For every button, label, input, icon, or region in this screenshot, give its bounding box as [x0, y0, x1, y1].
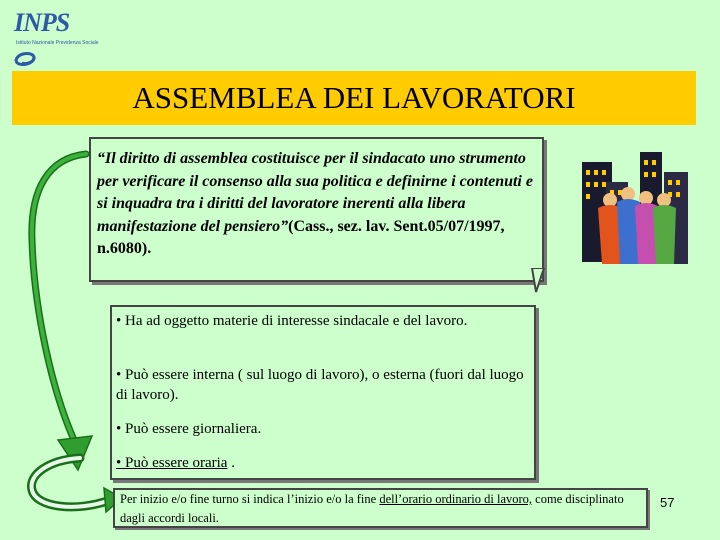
- quote-body: “Il diritto di assemblea costituisce per il sindacato uno strumento per verificare il consenso alla sua politica e definirne i contenuti e si inquadra tra i diritti del lavoratore inerenti alla libera manifestazione del pensiero”: [97, 150, 533, 235]
- note-part1: Per inizio e/o fine turno si indica l’inizio e/o la fine: [120, 492, 380, 506]
- list-item-period: .: [227, 455, 235, 471]
- list-item: • Può essere interna ( sul luogo di lavoro), o esterna (fuori dal luogo di lavoro).: [116, 367, 524, 403]
- list-item: • Può essere giornaliera.: [116, 421, 262, 437]
- logo-subtitle: Istituto Nazionale Previdenza Sociale: [16, 40, 99, 46]
- list-item: [116, 453, 530, 473]
- quote-text: [97, 148, 547, 261]
- page-title: ASSEMBLEA DEI LAVORATORI: [12, 71, 696, 125]
- note-part2: come disciplinato dagli accordi locali.: [120, 492, 624, 525]
- inps-logo: [12, 8, 102, 68]
- note-text: [120, 490, 650, 528]
- list-item: • Ha ad oggetto materie di interesse sindacale e del lavoro.: [116, 313, 468, 329]
- logo-text: INPS: [14, 8, 70, 37]
- page-number: 57: [660, 495, 675, 510]
- city-people-clipart-icon: [580, 142, 692, 270]
- quote-citation: (Cass., sez. lav. Sent.05/07/1997, n.6080).: [97, 217, 505, 257]
- list-item-oraria: • Può essere oraria: [116, 455, 228, 471]
- note-underlined: dell’orario ordinario di lavoro,: [379, 492, 533, 506]
- speech-tail: [530, 268, 552, 296]
- inps-logo-icon: [12, 49, 38, 69]
